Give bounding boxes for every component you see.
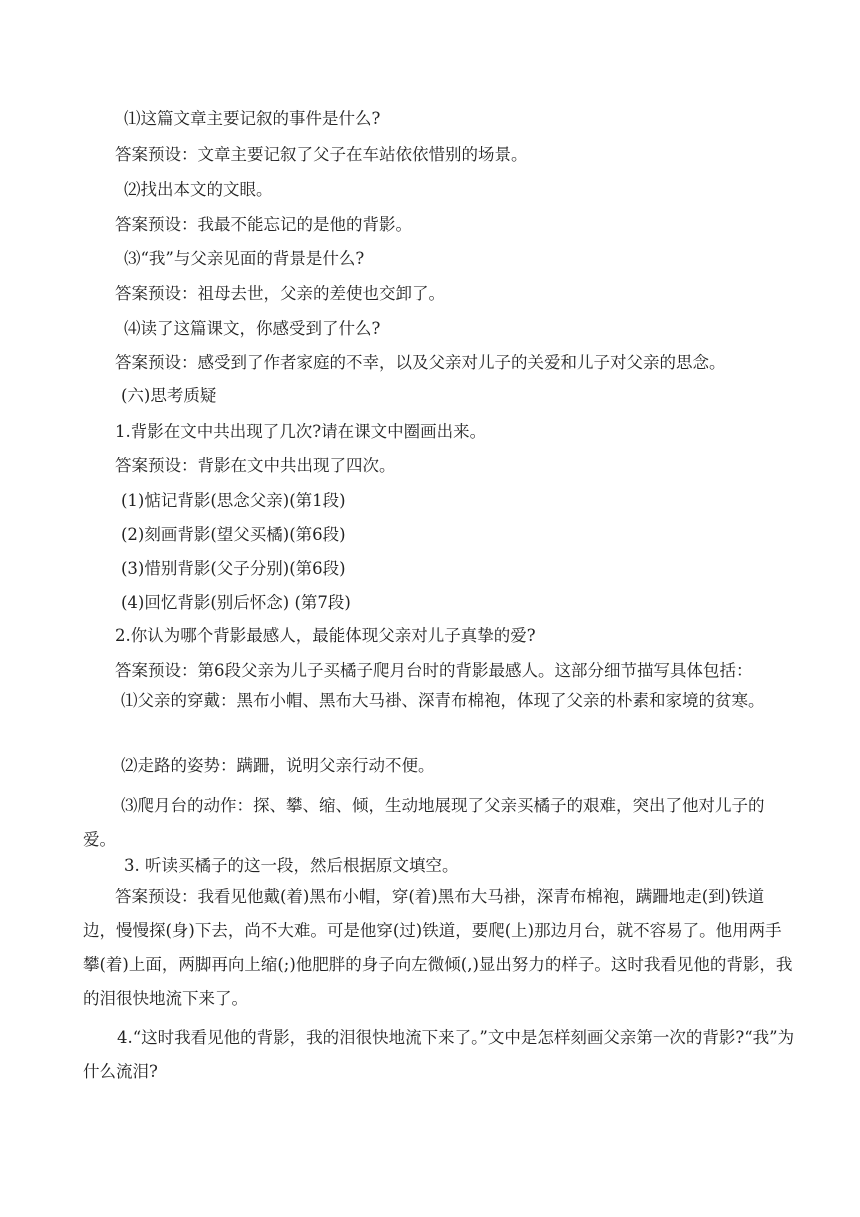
section-heading: (六)思考质疑 [121, 386, 217, 405]
list-item: (3)惜别背影(父子分别)(第6段) [121, 559, 346, 578]
answer-1: 答案预设：文章主要记叙了父子在车站依依惜别的场景。 [115, 145, 528, 164]
item-2-question: 2.你认为哪个背影最感人，最能体现父亲对儿子真挚的爱? [115, 626, 536, 645]
detail-1: ⑴父亲的穿戴：黑布小帽、黑布大马褂、深青布棉袍，体现了父亲的朴素和家境的贫寒。 [121, 691, 765, 710]
list-item: (4)回忆背影(别后怀念) (第7段) [121, 593, 351, 612]
detail-2: ⑵走路的姿势：蹒跚，说明父亲行动不便。 [121, 756, 435, 775]
list-item: (2)刻画背影(望父买橘)(第6段) [121, 525, 346, 544]
question-1: ⑴这篇文章主要记叙的事件是什么? [124, 109, 381, 128]
answer-2: 答案预设：我最不能忘记的是他的背影。 [115, 215, 412, 234]
question-4: ⑷读了这篇课文，你感受到了什么? [124, 319, 381, 338]
item-1-question: 1.背影在文中共出现了几次?请在课文中圈画出来。 [115, 422, 487, 441]
list-item: (1)惦记背影(思念父亲)(第1段) [121, 491, 346, 510]
question-2: ⑵找出本文的文眼。 [124, 180, 273, 199]
item-2-answer: 答案预设：第6段父亲为儿子买橘子爬月台时的背影最感人。这部分细节描写具体包括： [115, 661, 753, 680]
detail-3: ⑶爬月台的动作：探、攀、缩、倾，生动地展现了父亲买橘子的艰难，突出了他对儿子的爱。 [83, 796, 765, 849]
item-3-question: 3. 听读买橘子的这一段，然后根据原文填空。 [124, 856, 459, 875]
item-3-answer: 答案预设：我看见他戴(着)黑布小帽，穿(着)黑布大马褂，深青布棉袍，蹒跚地走(到)铁道边，慢慢探(身)下去，尚不大难。可是他穿(过)铁道，要爬(上)那边月台，就不容易了。他用两手攀(着)上面，两脚再向上缩(;)他肥胖的身子向左微倾(,)显出努力的样子。这时我看见他的背影，我的泪很快地流下来了。 [83, 887, 793, 1008]
answer-4: 答案预设：感受到了作者家庭的不幸，以及父亲对儿子的关爱和儿子对父亲的思念。 [115, 353, 726, 372]
question-3: ⑶“我”与父亲见面的背景是什么? [124, 249, 365, 268]
item-4-question: 4.“这时我看见他的背影，我的泪很快地流下来了。”文中是怎样刻画父亲第一次的背影?“我”为什么流泪? [83, 1028, 795, 1081]
answer-3: 答案预设：祖母去世，父亲的差使也交卸了。 [115, 284, 445, 303]
item-1-answer: 答案预设：背影在文中共出现了四次。 [115, 456, 396, 475]
